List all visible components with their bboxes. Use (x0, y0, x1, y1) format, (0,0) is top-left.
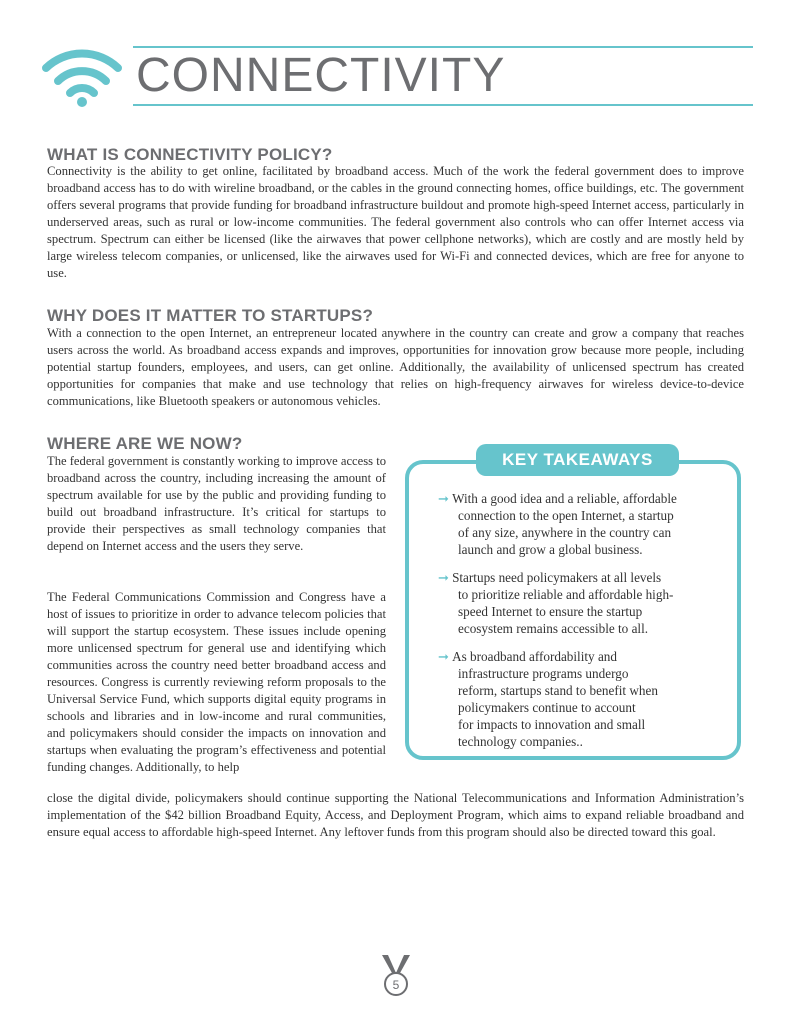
arrow-right-icon: ➞ (438, 649, 450, 664)
header-rule-bottom (133, 104, 753, 106)
page-number: 5 (392, 978, 400, 992)
arrow-right-icon: ➞ (438, 570, 450, 585)
page-title: CONNECTIVITY (136, 49, 506, 102)
key-takeaways-title: KEY TAKEAWAYS (476, 444, 679, 476)
section-paragraph: The federal government is constantly working to improve access to broadband across the country, including increasing the amount of spectrum available for use by the public and providing funding to build out broadband infrastructure. It’s critical for startups to provide their perspectives as small technology companies that depend on Internet access and the users they serve. (47, 454, 386, 553)
section-heading-where: WHERE ARE WE NOW? (47, 434, 243, 453)
takeaway-item: ➞ Startups need policymakers at all levels to prioritize reliable and affordable high- speed Internet to ensure the startup ecosystem remains accessible to all. (438, 570, 674, 636)
section-heading-what: WHAT IS CONNECTIVITY POLICY? (47, 145, 333, 164)
arrow-right-icon: ➞ (438, 491, 450, 506)
section-paragraph: Connectivity is the ability to get online, facilitated by broadband access. Much of the work the federal government does to improve broadband access has to do with wireline broadband, or the cables in the ground connecting homes, office buildings, etc. The government offers several programs that provide funding for broadband infrastructure buildout and promote high-speed Internet access, particularly in underserved areas, such as rural or low-income communities. The federal government also controls who can offer Internet access via spectrum. Spectrum can either be licensed (like the airwaves that power cellphone networks), which are costly and are mostly held by large wireless telecom companies, or unlicensed, like the airwaves used for Wi-Fi and connected devices, which are free for anyone to use. (47, 164, 744, 280)
section-paragraph: With a connection to the open Internet, an entrepreneur located anywhere in the country can create and grow a company that reaches users across the world. As broadband access expands and improves, opportunities for innovation grow because more people, including potential startup founders, employees, and users, can get online. Additionally, the availability of unlicensed spectrum has created opportunities for companies that make and use technology that relies on high-frequency airwaves for wireless device-to-device communications, like Bluetooth speakers or autonomous vehicles. (47, 326, 744, 408)
section-paragraph: The Federal Communications Commission and Congress have a host of issues to prioritize in order to advance telecom policies that will support the startup ecosystem. These issues include opening more unlicensed spectrum for general use and identifying which communities across the country need better broadband access and resources. Congress is currently reviewing reform proposals to the Universal Service Fund, which supports digital equity programs in schools and libraries and in low-income and rural communities, and policymakers should consider the impacts on innovation and startups when evaluating the program’s effectiveness and potential funding changes. Additionally, to help (47, 590, 386, 774)
takeaway-item: ➞ With a good idea and a reliable, affordable connection to the open Internet, a startup of any size, anywhere in the country can launch and grow a global business. (438, 491, 677, 557)
header-rule-top (133, 46, 753, 48)
wifi-icon (40, 42, 124, 108)
takeaway-item: ➞ As broadband affordability and infrastructure programs undergo reform, startups stand to benefit when policymakers continue to account for impacts to innovation and small technology companies.. (438, 649, 658, 749)
section-heading-why: WHY DOES IT MATTER TO STARTUPS? (47, 306, 374, 325)
section-paragraph: close the digital divide, policymakers should continue supporting the National Telecommunications and Information Administration’s implementation of the $42 billion Broadband Equity, Access, and Deployment Program, which aims to expand reliable broadband and ensure equal access to affordable high-speed Internet. Any leftover funds from this program should also be directed toward this goal. (47, 791, 744, 839)
